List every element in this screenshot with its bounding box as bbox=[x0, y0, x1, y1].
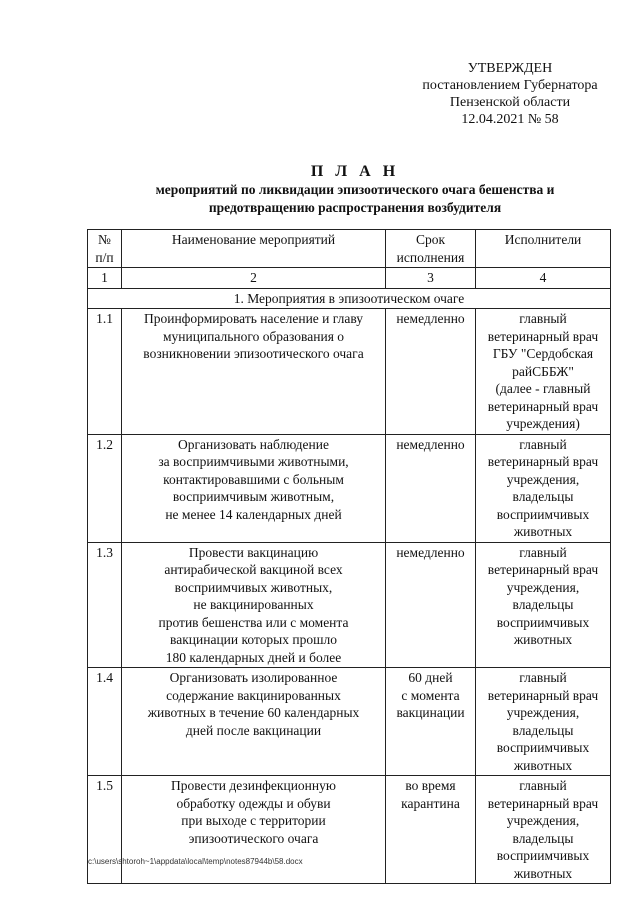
measure-name-line: Организовать наблюдение bbox=[178, 436, 329, 452]
measure-name-line: Провести вакцинацию bbox=[188, 544, 319, 560]
measure-executors-line: животных bbox=[513, 632, 573, 647]
table-header-row bbox=[88, 230, 611, 268]
measure-executors-line: животных bbox=[513, 757, 573, 773]
measure-name-line: 180 календарных дней и более bbox=[165, 649, 342, 665]
row-number: 1.2 bbox=[88, 434, 122, 542]
measure-executors-line: ветеринарный врач bbox=[487, 454, 599, 469]
header-term bbox=[386, 230, 476, 268]
measure-name-line: эпизоотического очага bbox=[188, 830, 319, 846]
section-title: 1. Мероприятия в эпизоотическом очаге bbox=[88, 288, 611, 309]
measure-term bbox=[386, 434, 476, 542]
measure-executors-line: ветеринарный врач bbox=[487, 398, 599, 414]
header-executors: Исполнители bbox=[476, 230, 611, 268]
approval-date-number: 12.04.2021 № 58 bbox=[461, 112, 559, 127]
measure-executors-line: учреждения) bbox=[506, 416, 580, 431]
file-path-footer: c:\users\shtoroh~1\appdata\local\temp\notes87944b\58.docx bbox=[88, 857, 303, 866]
row-number: 1.3 bbox=[88, 542, 122, 668]
measure-term-line: немедленно bbox=[396, 311, 465, 326]
measure-name bbox=[122, 668, 386, 776]
measure-term bbox=[386, 309, 476, 435]
row-number: 1.1 bbox=[88, 309, 122, 435]
measure-executors-line: учреждения, bbox=[506, 813, 580, 828]
measure-term-line: с момента bbox=[401, 687, 460, 703]
measure-term-line: во время bbox=[405, 778, 456, 793]
measure-executors-line: райСББЖ" bbox=[512, 363, 574, 379]
measure-name bbox=[122, 776, 386, 884]
measure-name-line: не менее 14 календарных дней bbox=[165, 506, 342, 522]
measure-executors-line: восприимчивых bbox=[496, 848, 590, 863]
measure-name-line: Проинформировать население и главу bbox=[143, 311, 364, 326]
measure-executors bbox=[476, 309, 611, 435]
measure-executors-line: ГБУ "Сердобская bbox=[492, 346, 594, 361]
measure-executors-line: учреждения, bbox=[506, 705, 580, 720]
measure-executors-line: животных bbox=[513, 865, 573, 881]
measure-term-line: карантина bbox=[401, 795, 460, 811]
measure-executors-line: главный bbox=[519, 778, 567, 793]
measure-name-line: антирабической вакциной всех bbox=[164, 562, 343, 577]
measure-term-line: вакцинации bbox=[396, 705, 465, 720]
document-title-block bbox=[90, 163, 620, 217]
row-number: 1.5 bbox=[88, 776, 122, 884]
table-body bbox=[88, 309, 611, 884]
column-number: 1 bbox=[88, 268, 122, 289]
header-name: Наименование мероприятий bbox=[122, 230, 386, 268]
measure-name-line: против бешенства или с момента bbox=[158, 614, 349, 630]
row-number: 1.4 bbox=[88, 668, 122, 776]
header-num-line2: п/п bbox=[95, 249, 114, 265]
measure-executors bbox=[476, 434, 611, 542]
measure-name bbox=[122, 542, 386, 668]
measure-executors-line: главный bbox=[519, 436, 567, 452]
measure-name-line: не вакцинированных bbox=[193, 597, 314, 612]
measure-executors-line: ветеринарный врач bbox=[487, 795, 599, 811]
measure-name-line: животных в течение 60 календарных bbox=[147, 705, 360, 720]
table-row bbox=[88, 542, 611, 668]
measure-name-line: дней после вакцинации bbox=[185, 722, 322, 738]
header-term-line1: Срок bbox=[415, 232, 446, 247]
measure-executors-line: ветеринарный врач bbox=[487, 562, 599, 577]
measure-name-line: при выходе с территории bbox=[181, 813, 326, 828]
measure-term bbox=[386, 776, 476, 884]
measure-name-line: возникновении эпизоотического очага bbox=[143, 346, 364, 361]
measure-executors-line: главный bbox=[519, 670, 567, 685]
measure-executors bbox=[476, 668, 611, 776]
measure-name-line: Провести дезинфекционную bbox=[171, 778, 336, 793]
column-number-row bbox=[88, 268, 611, 289]
measure-executors-line: главный bbox=[519, 544, 567, 560]
measure-name-line: вакцинации которых прошло bbox=[170, 632, 337, 647]
header-num bbox=[88, 230, 122, 268]
measure-executors-line: владельцы bbox=[512, 722, 574, 738]
measure-executors-line: ветеринарный врач bbox=[487, 687, 599, 703]
section-row bbox=[88, 288, 611, 309]
measure-name bbox=[122, 309, 386, 435]
approval-authority: постановлением Губернатора bbox=[422, 78, 598, 93]
table-row bbox=[88, 434, 611, 542]
header-num-line1: № bbox=[98, 232, 111, 247]
measure-executors-line: восприимчивых bbox=[496, 740, 590, 755]
measure-executors bbox=[476, 542, 611, 668]
measure-executors-line: главный bbox=[519, 311, 567, 326]
measure-name bbox=[122, 434, 386, 542]
header-term-line2: исполнения bbox=[396, 249, 465, 265]
document-subtitle-line1: мероприятий по ликвидации эпизоотического очага бешенства и bbox=[155, 182, 555, 197]
table-row bbox=[88, 309, 611, 435]
measure-name-line: содержание вакцинированных bbox=[166, 687, 341, 703]
measure-executors-line: (далее - главный bbox=[495, 381, 591, 396]
measure-term-line: 60 дней bbox=[408, 670, 453, 685]
approval-block bbox=[405, 60, 615, 128]
measure-name-line: восприимчивых животных, bbox=[174, 579, 333, 595]
measure-name-line: контактировавшими с больным bbox=[163, 471, 344, 487]
measure-executors bbox=[476, 776, 611, 884]
measure-name-line: Организовать изолированное bbox=[169, 670, 338, 685]
measure-term bbox=[386, 668, 476, 776]
measure-term-line: немедленно bbox=[396, 436, 465, 452]
measure-executors-line: восприимчивых bbox=[496, 506, 590, 522]
document-subtitle-line2: предотвращению распространения возбудителя bbox=[208, 200, 502, 215]
approval-status: УТВЕРЖДЕН bbox=[467, 61, 553, 76]
measure-executors-line: учреждения, bbox=[506, 579, 580, 595]
column-number: 2 bbox=[122, 268, 386, 289]
measure-name-line: восприимчивым животным, bbox=[172, 489, 335, 504]
column-number: 3 bbox=[386, 268, 476, 289]
table-row bbox=[88, 668, 611, 776]
measure-executors-line: владельцы bbox=[512, 489, 574, 504]
measure-executors-line: учреждения, bbox=[506, 471, 580, 487]
approval-region: Пензенской области bbox=[449, 95, 571, 110]
measure-name-line: за восприимчивыми животными, bbox=[158, 454, 349, 469]
measure-name-line: муниципального образования о bbox=[162, 328, 345, 344]
measure-executors-line: животных bbox=[513, 524, 573, 539]
measure-name-line: обработку одежды и обуви bbox=[176, 795, 331, 811]
measure-executors-line: восприимчивых bbox=[496, 614, 590, 630]
column-number: 4 bbox=[476, 268, 611, 289]
measure-term-line: немедленно bbox=[396, 544, 465, 560]
measure-executors-line: владельцы bbox=[512, 830, 574, 846]
table-row bbox=[88, 776, 611, 884]
document-title: П Л А Н bbox=[310, 163, 400, 180]
measure-executors-line: владельцы bbox=[512, 597, 574, 612]
measures-table bbox=[87, 229, 611, 884]
measure-executors-line: ветеринарный врач bbox=[487, 328, 599, 344]
measure-term bbox=[386, 542, 476, 668]
